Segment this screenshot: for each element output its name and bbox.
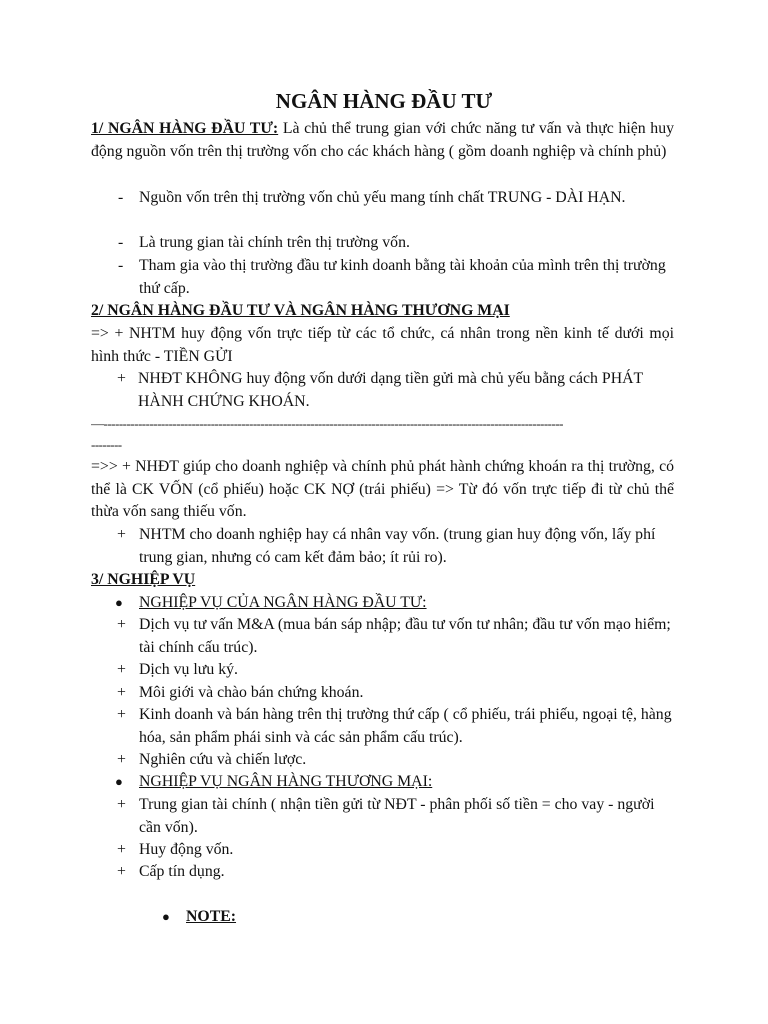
list-item: Cấp tín dụng. [139,863,225,880]
list-item: Huy động vốn. [139,841,234,858]
plus-marker: + [117,370,126,387]
plus-marker: + [117,751,126,768]
separator-line-end: -------- [91,437,122,452]
list-item: Nguồn vốn trên thị trường vốn chủ yếu mang tính chất TRUNG - DÀI HẠN. [139,189,626,206]
dash-marker: - [118,234,124,251]
group-2-title: NGHIỆP VỤ NGÂN HÀNG THƯƠNG MẠI: [139,773,433,790]
section-1-intro [91,118,674,163]
plus-marker: + [117,841,126,858]
section-2-heading: 2/ NGÂN HÀNG ĐẦU TƯ VÀ NGÂN HÀNG THƯƠNG MẠI [91,302,510,319]
plus-marker: + [117,661,126,678]
section-1-intro-text: Là chủ thể trung gian với chức năng tư vấn và thực hiện huy động nguồn vốn trên thị trường vốn cho các khách hàng ( gồm doanh nghiệp và chính phủ) [91,120,674,160]
bullet-icon: ● [115,595,123,610]
bullet-icon: ● [162,909,170,924]
plus-marker: + [117,706,126,723]
list-item: Nghiên cứu và chiến lược. [139,751,307,768]
list-item: Kinh doanh và bán hàng trên thị trường thứ cấp ( cổ phiếu, trái phiếu, ngoại tệ, hàng hóa, sản phẩm phái sinh và các sản phẩm cấu trúc). [139,706,672,746]
plus-marker: + [117,616,126,633]
section-2-paragraph: => + NHTM huy động vốn trực tiếp từ các tổ chức, cá nhân trong nền kinh tế dưới mọi hình thức - TIỀN GỬI [91,325,674,365]
dash-marker: - [118,257,124,274]
list-item: NHĐT KHÔNG huy động vốn dưới dạng tiền gửi mà chủ yếu bằng cách PHÁT HÀNH CHỨNG KHOÁN. [138,370,643,410]
section-1-heading: 1/ NGÂN HÀNG ĐẦU TƯ: [91,120,279,137]
list-item: Dịch vụ lưu ký. [139,661,238,678]
section-3-heading: 3/ NGHIỆP VỤ [91,571,196,588]
separator-line: —------------------------------------------------------------------------------------------------------------------------ [91,416,563,431]
group-1-title: NGHIỆP VỤ CỦA NGÂN HÀNG ĐẦU TƯ: [139,594,427,611]
bullet-icon: ● [115,774,123,789]
plus-marker: + [117,863,126,880]
list-item: Tham gia vào thị trường đầu tư kinh doanh bằng tài khoản của mình trên thị trường thứ cấp. [139,257,666,297]
note-heading: NOTE: [186,908,237,925]
list-item: NHTM cho doanh nghiệp hay cá nhân vay vốn. (trung gian huy động vốn, lấy phí trung gian, nhưng có cam kết đảm bảo; ít rủi ro). [139,526,656,566]
section-2-paragraph: =>> + NHĐT giúp cho doanh nghiệp và chính phủ phát hành chứng khoán ra thị trường, có thể là CK VỐN (cổ phiếu) hoặc CK NỢ (trái phiếu) => Từ đó vốn trực tiếp đi từ chủ thể thừa vốn sang thiếu vốn. [91,458,674,521]
page-title: NGÂN HÀNG ĐẦU TƯ [275,89,493,113]
plus-marker: + [117,684,126,701]
plus-marker: + [117,526,126,543]
dash-marker: - [118,189,124,206]
list-item: Dịch vụ tư vấn M&A (mua bán sáp nhập; đầu tư vốn tư nhân; đầu tư vốn mạo hiểm; tài chính cấu trúc). [139,616,671,656]
list-item: Trung gian tài chính ( nhận tiền gửi từ NĐT - phân phối số tiền = cho vay - người cần vốn). [139,796,655,836]
list-item: Là trung gian tài chính trên thị trường vốn. [139,234,410,251]
plus-marker: + [117,796,126,813]
list-item: Môi giới và chào bán chứng khoán. [139,684,364,701]
